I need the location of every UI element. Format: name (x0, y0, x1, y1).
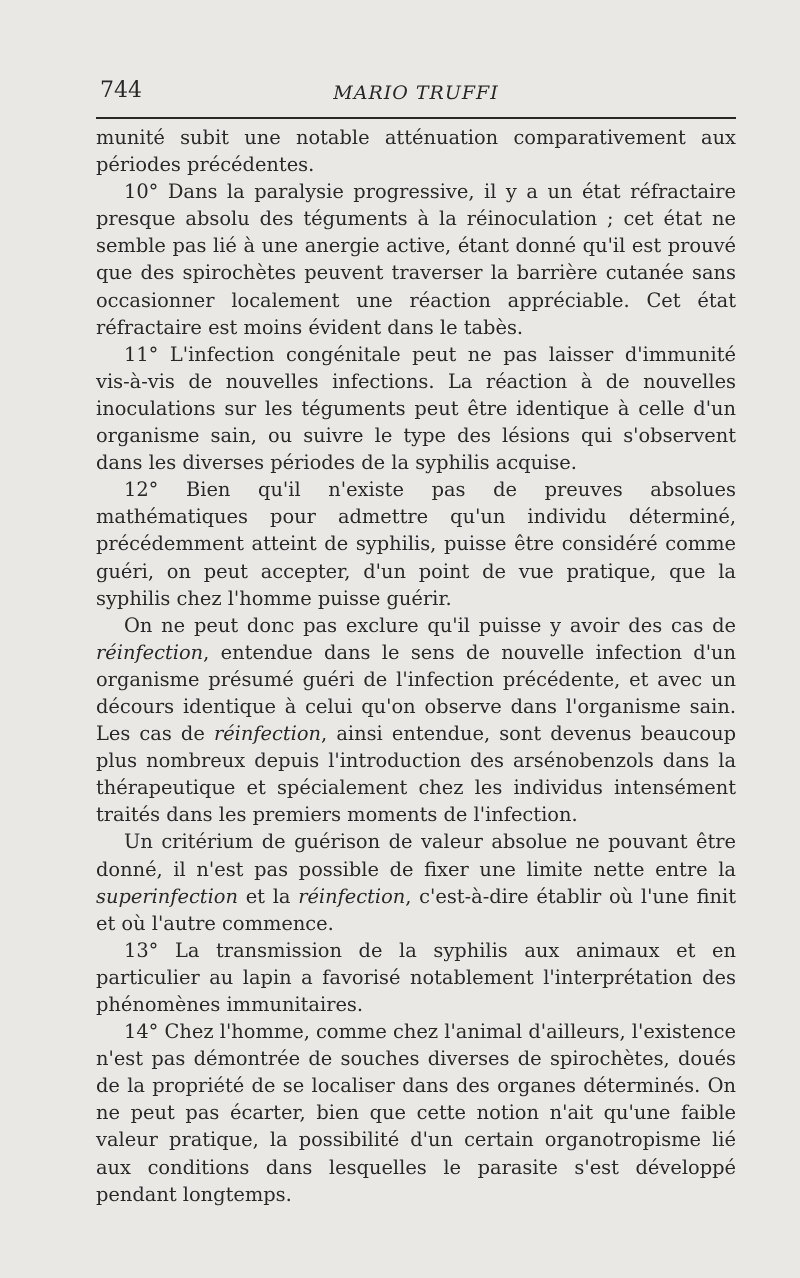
body-text (96, 124, 736, 1208)
paragraph-criterium (96, 828, 736, 936)
paragraph-10: 10° Dans la paralysie progressive, il y a un état réfractaire presque absolu des téguments à la réinoculation ; cet état ne semble pas lié à une anergie active, étant donné qu'il est prouvé que des spirochètes peuvent traverser la barrière cutanée sans occasionner localement une réaction appréciable. Cet état réfractaire est moins évident dans le tabès. (96, 180, 736, 339)
running-head: MARIO TRUFFI (333, 82, 499, 104)
text-run: , entendue dans le sens de nouvelle infection d'un organisme présumé guéri de l'infection précédente, et avec un décours identique à celui qu'on observe dans l'organisme sain. Les cas de (96, 640, 736, 746)
text-run: , c'est-à-dire établir où l'une finit et où l'autre commence. (96, 884, 736, 935)
paragraph-14: 14° Chez l'homme, comme chez l'animal d'ailleurs, l'existence n'est pas démontrée de souches diverses de spirochètes, doués de la propriété de se localiser dans des organes déterminés. On ne peut pas écarter, bien que cette notion n'ait qu'une faible valeur pratique, la possibilité d'un certain organotropisme lié aux conditions dans lesquelles le parasite s'est développé pendant longtemps. (96, 1020, 736, 1206)
italic-term: superinfection (96, 884, 238, 908)
header-rule (96, 117, 736, 119)
paragraph-13: 13° La transmission de la syphilis aux animaux et en particulier au lapin a favorisé notablement l'interprétation des phénomènes immunitaires. (96, 938, 736, 1016)
italic-term: réinfection (96, 640, 204, 664)
text-run: Un critérium de guérison de valeur absolue ne pouvant être donné, il n'est pas possible de fixer une limite nette entre la (96, 830, 736, 881)
page-number: 744 (100, 78, 142, 103)
text-run: et la (237, 884, 299, 908)
text-run: , ainsi entendue, sont devenus beaucoup plus nombreux depuis l'introduction des arsénobenzols dans la thérapeutique et spécialement chez les individus intensément traités dans les premiers moments de l'infection. (96, 722, 737, 827)
italic-term: réinfection (213, 722, 322, 746)
text-run: On ne peut donc pas exclure qu'il puisse y avoir des cas de (124, 613, 736, 637)
italic-term: réinfection (298, 884, 406, 908)
page-header (96, 78, 736, 114)
paragraph-11: 11° L'infection congénitale peut ne pas laisser d'immunité vis-à-vis de nouvelles infections. La réaction à de nouvelles inoculations sur les téguments peut être identique à celle d'un organisme sain, ou suivre le type des lésions qui s'observent dans les diverses périodes de la syphilis acquise. (96, 342, 736, 475)
paragraph-reinfection (96, 612, 736, 829)
paragraph-continued: munité subit une notable atténuation comparativement aux périodes précédentes. (96, 126, 736, 177)
paragraph-12: 12° Bien qu'il n'existe pas de preuves absolues mathématiques pour admettre qu'un individu déterminé, précédemment atteint de syphilis, puisse être considéré comme guéri, on peut accepter, d'un point de vue pratique, que la syphilis chez l'homme puisse guérir. (96, 478, 736, 610)
